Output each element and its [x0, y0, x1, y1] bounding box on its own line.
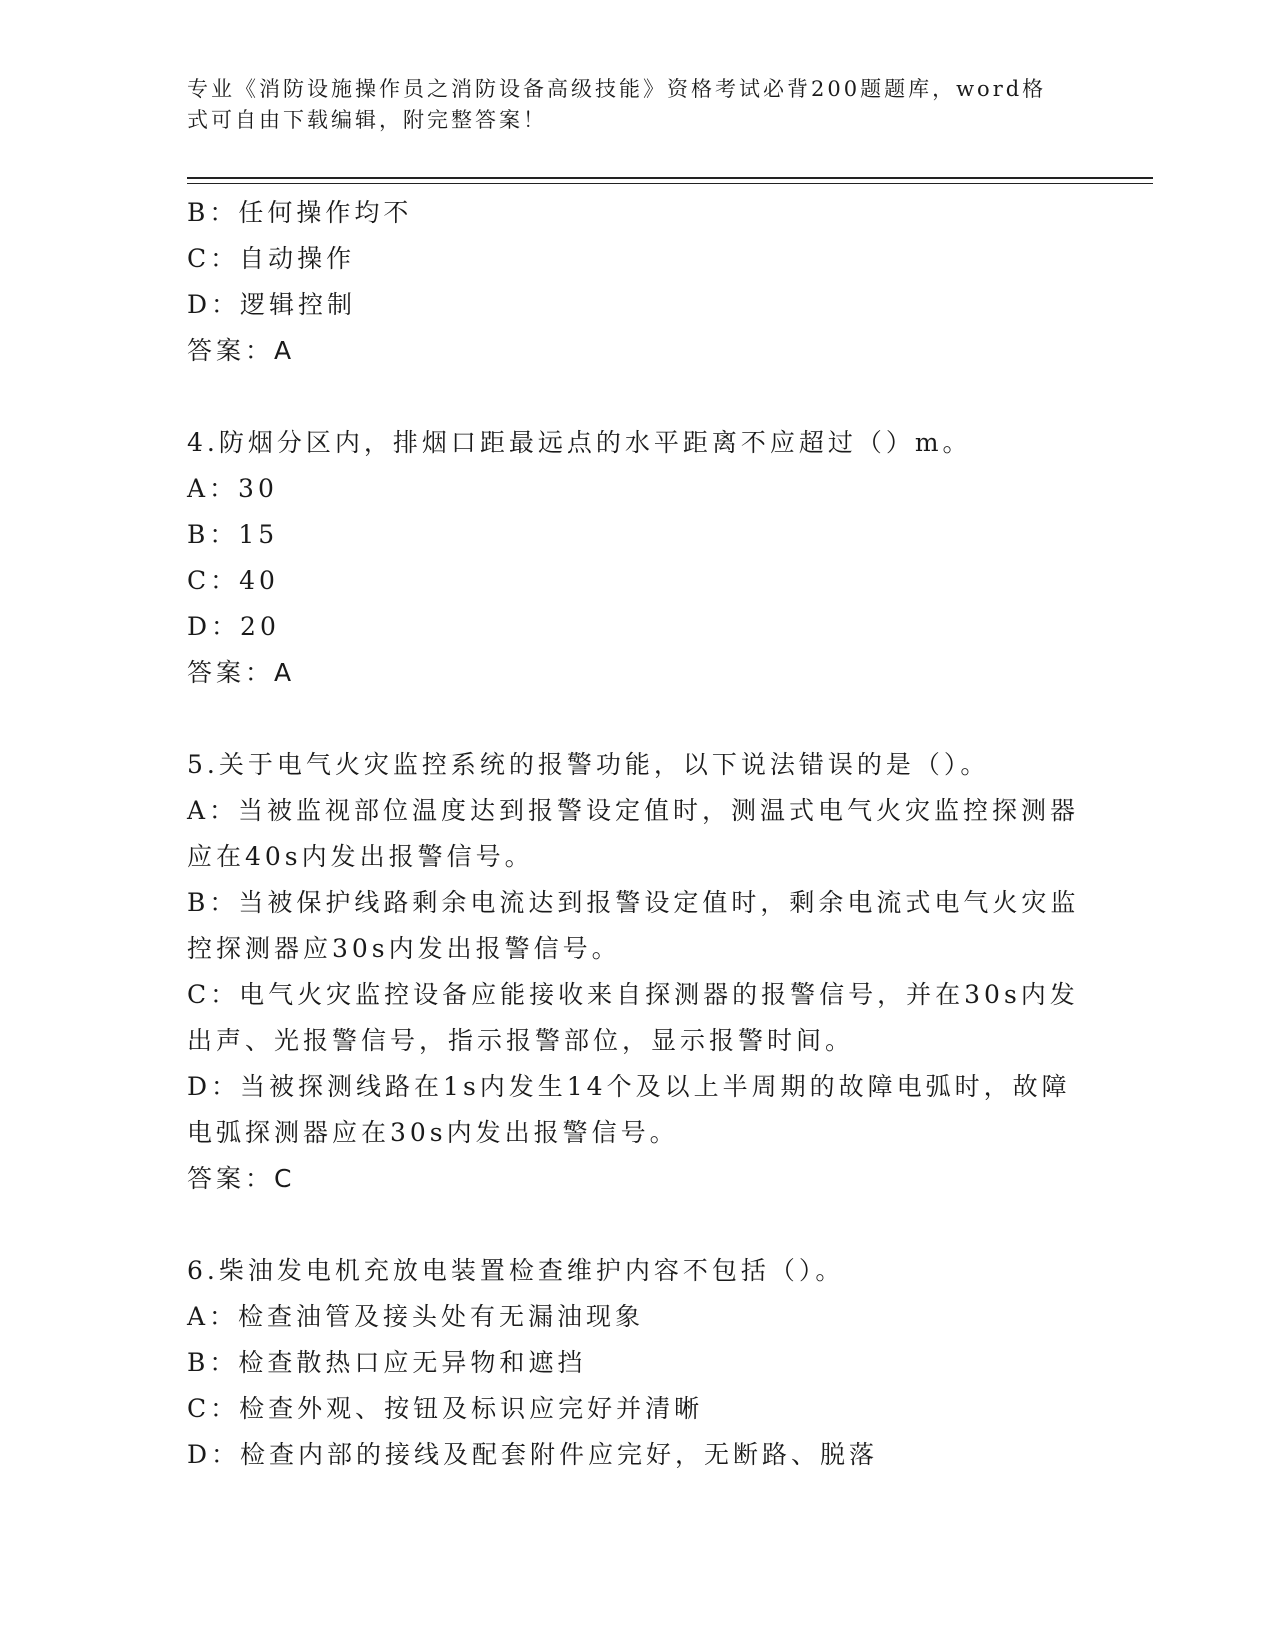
header-rule-thin [187, 183, 1153, 184]
spacer [187, 374, 1087, 420]
q5-option-d-line1: D：当被探测线路在1s内发生14个及以上半周期的故障电弧时，故障 [187, 1072, 1071, 1101]
header-rule-thick [187, 177, 1153, 179]
q4-question: 4.防烟分区内，排烟口距最远点的水平距离不应超过（）m。 [187, 428, 972, 457]
q6-option-c: C：检查外观、按钮及标识应完好并清晰 [187, 1394, 704, 1423]
q5-option-d-line2: 电弧探测器应在30s内发出报警信号。 [187, 1118, 679, 1147]
header-line-2: 式可自由下载编辑，附完整答案！ [187, 108, 547, 132]
q4-option-a: A：30 [187, 474, 278, 503]
q5-option-b-line1: B：当被保护线路剩余电流达到报警设定值时，剩余电流式电气火灾监 [187, 888, 1080, 917]
q6-option-a: A：检查油管及接头处有无漏油现象 [187, 1302, 645, 1331]
q3-option-d: D：逻辑控制 [187, 290, 357, 319]
q3-option-c: C：自动操作 [187, 244, 356, 273]
q5-option-c-line2: 出声、光报警信号，指示报警部位，显示报警时间。 [187, 1026, 855, 1055]
q5-option-b-line2: 控探测器应30s内发出报警信号。 [187, 934, 621, 963]
q4-answer: 答案：A [187, 658, 296, 687]
q6-option-d: D：检查内部的接线及配套附件应完好，无断路、脱落 [187, 1440, 879, 1469]
spacer [187, 1202, 1087, 1248]
q5-option-a-line1: A：当被监视部位温度达到报警设定值时，测温式电气火灾监控探测器 [187, 796, 1080, 825]
q5-question: 5.关于电气火灾监控系统的报警功能，以下说法错误的是（）。 [187, 750, 990, 779]
q5-answer: 答案：C [187, 1164, 296, 1193]
spacer [187, 696, 1087, 742]
q5-option-a-line2: 应在40s内发出报警信号。 [187, 842, 534, 871]
q5-option-c-line1: C：电气火灾监控设备应能接收来自探测器的报警信号，并在30s内发 [187, 980, 1079, 1009]
q6-option-b: B：检查散热口应无异物和遮挡 [187, 1348, 587, 1377]
q4-option-b: B：15 [187, 520, 279, 549]
question-list [187, 190, 1087, 1478]
q4-option-d: D：20 [187, 612, 280, 641]
document-header [187, 74, 1077, 136]
header-line-1: 专业《消防设施操作员之消防设备高级技能》资格考试必背200题题库，word格 [187, 77, 1047, 101]
q3-answer: 答案：A [187, 336, 296, 365]
q4-option-c: C：40 [187, 566, 279, 595]
q6-question: 6.柴油发电机充放电装置检查维护内容不包括（）。 [187, 1256, 845, 1285]
q3-option-b: B：任何操作均不 [187, 198, 413, 227]
